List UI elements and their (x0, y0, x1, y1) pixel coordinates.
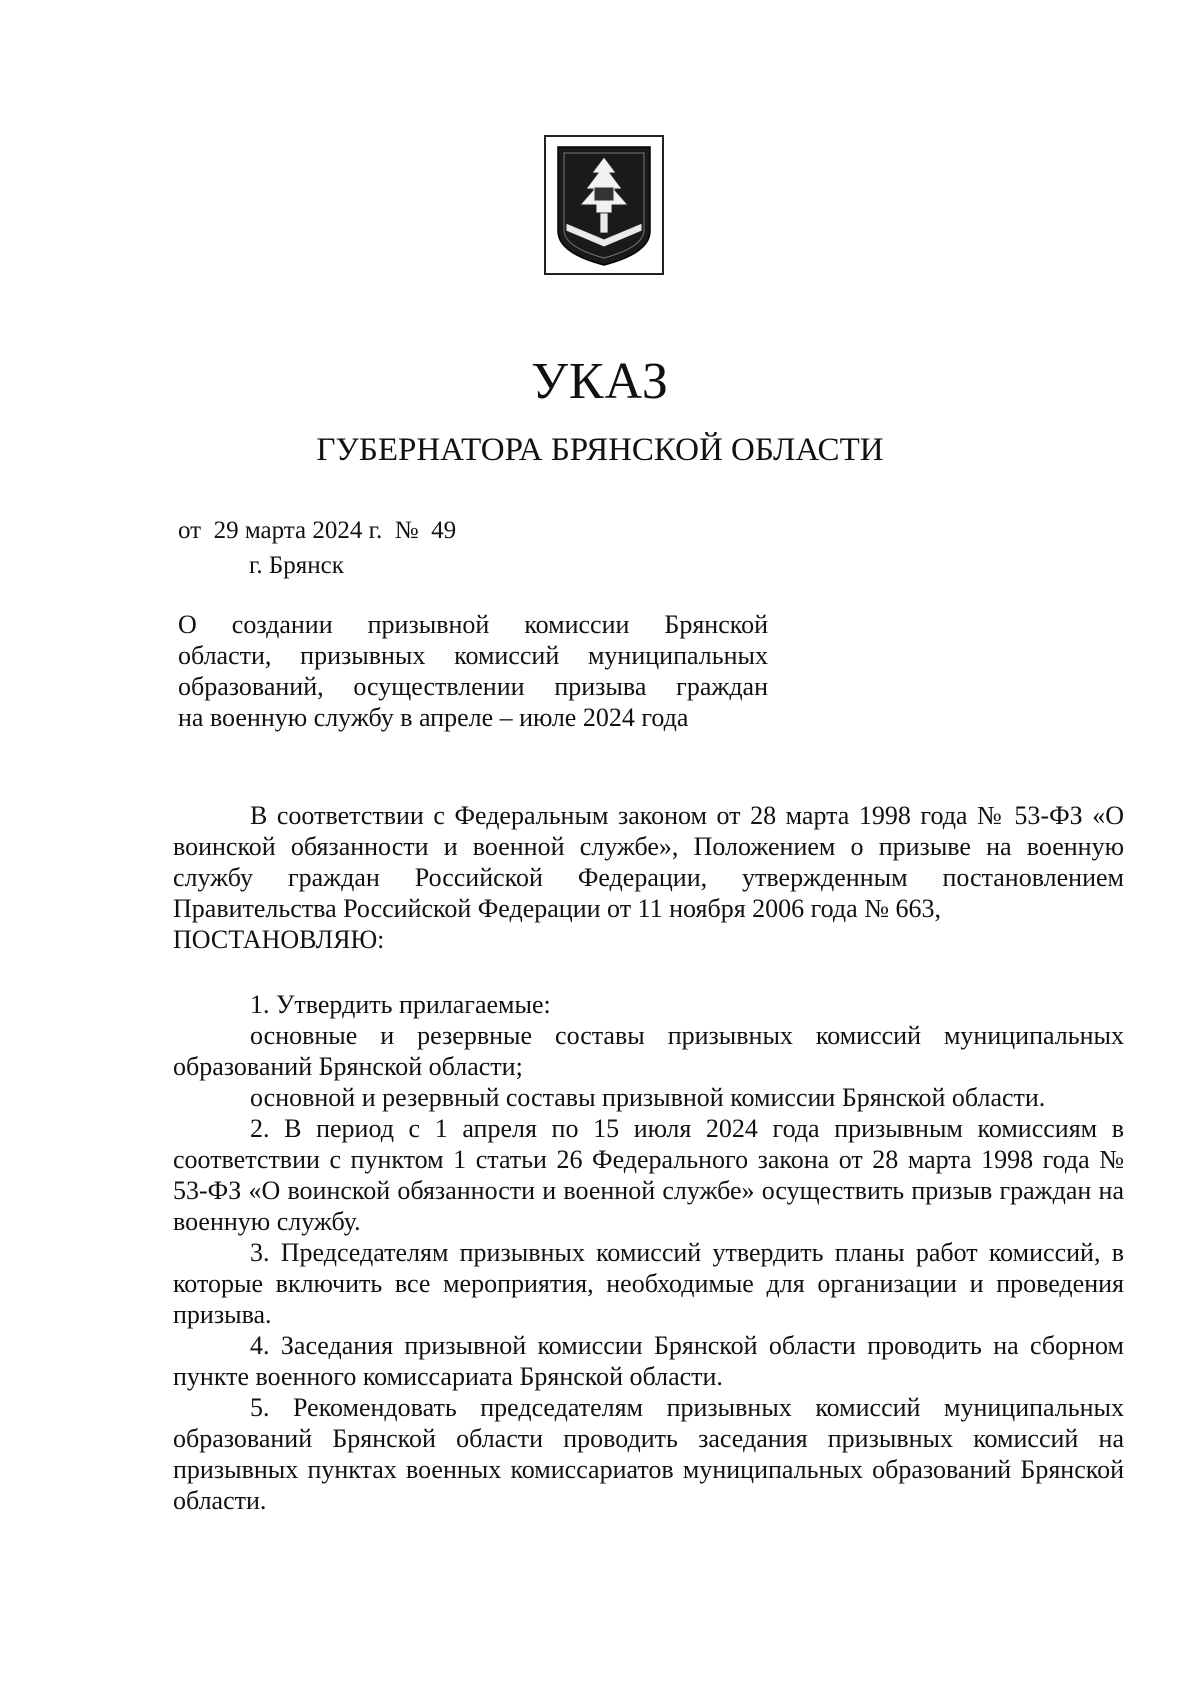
date-and-number: от 29 марта 2024 г. № 49 (178, 517, 457, 544)
decree-subject (178, 609, 768, 733)
document-subtitle: ГУБЕРНАТОРА БРЯНСКОЙ ОБЛАСТИ (316, 432, 884, 468)
subject-line: области, призывных комиссий муниципальных (178, 641, 768, 670)
document-title: УКАЗ (531, 353, 669, 410)
subject-line: О создании призывной комиссии Брянской (178, 610, 768, 639)
item-1-intro: 1. Утвердить прилагаемые: (250, 990, 551, 1019)
item-1-a: основные и резервные составы призывных комиссий муниципальных образований Брянской области; (173, 1021, 1124, 1081)
item-2: 2. В период с 1 апреля по 15 июля 2024 года призывным комиссиям в соответствии с пунктом 1 статьи 26 Федерального закона от 28 марта 1998 года № 53-ФЗ «О воинской обязанности и военной службе» осуществить призыв граждан на военную службу. (173, 1114, 1124, 1236)
decree-body (173, 800, 1124, 1516)
item-1-b: основной и резервный составы призывной комиссии Брянской области. (250, 1083, 1046, 1112)
item-3: 3. Председателям призывных комиссий утвердить планы работ комиссий, в которые включить все мероприятия, необходимые для организации и проведения призыва. (173, 1238, 1124, 1329)
bryansk-coat-of-arms-icon (544, 135, 664, 275)
subject-line: на военную службу в апреле – июле 2024 года (178, 703, 689, 732)
preamble-paragraph: В соответствии с Федеральным законом от 28 марта 1998 года № 53-ФЗ «О воинской обязанности и военной службе», Положением о призыве на военную службу граждан Российской Федерации, утвержденным постановлением Правительства Российской Федерации от 11 ноября 2006 года № 663, (173, 801, 1124, 923)
item-5: 5. Рекомендовать председателям призывных комиссий муниципальных образований Брянской области проводить заседания призывных комиссий на призывных пунктах военных комиссариатов муниципальных образований Брянской области. (173, 1393, 1124, 1515)
subject-line: образований, осуществлении призыва граждан (178, 672, 768, 701)
decree-word: ПОСТАНОВЛЯЮ: (173, 925, 385, 954)
item-4: 4. Заседания призывной комиссии Брянской области проводить на сборном пункте военного комиссариата Брянской области. (173, 1331, 1124, 1391)
city: г. Брянск (249, 552, 344, 579)
